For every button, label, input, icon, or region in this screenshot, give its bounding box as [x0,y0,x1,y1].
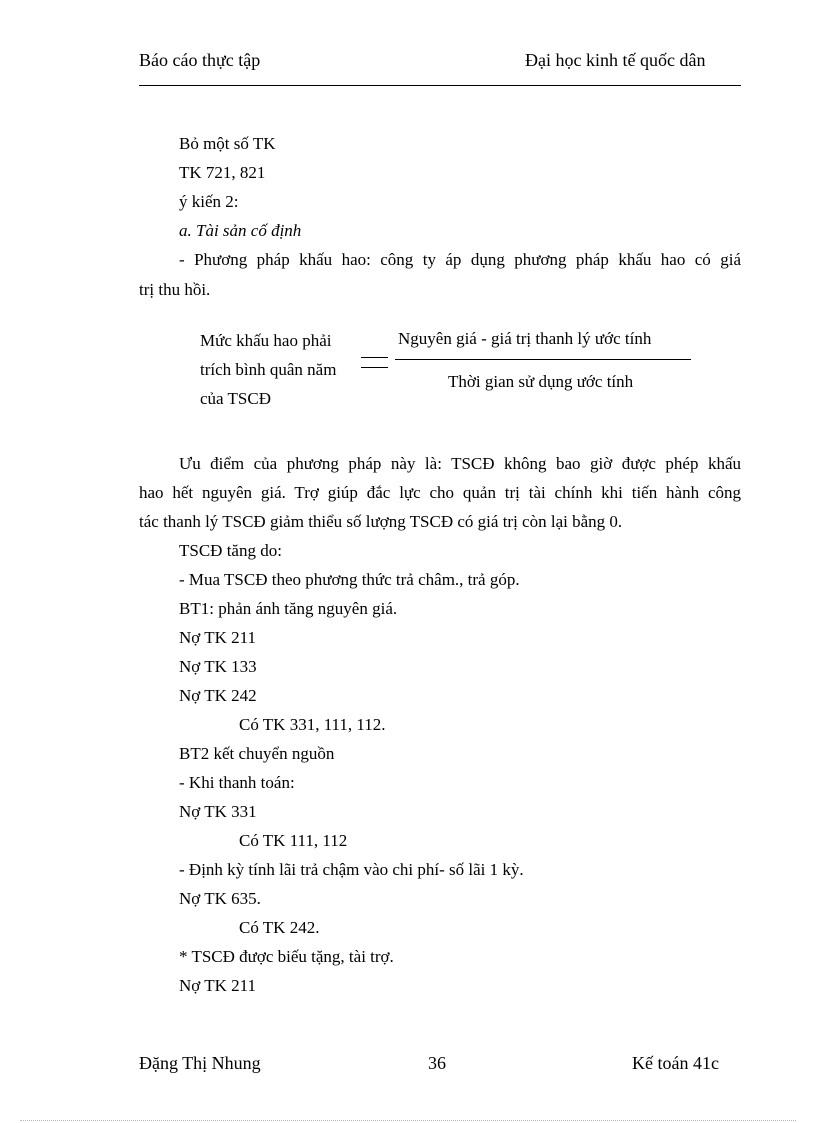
header-report-title: Báo cáo thực tập [139,50,261,70]
paragraph-line: trị thu hồi. [139,280,211,299]
debit-entry: Nợ TK 242 [179,686,257,705]
paragraph-line: tác thanh lý TSCĐ giảm thiểu số lượng TSCĐ có giá trị còn lại bằng 0. [139,512,623,531]
section-heading: a. Tài sản cố định [179,221,302,240]
body-line: * TSCĐ được biếu tặng, tài trợ. [179,947,394,966]
footer-author: Đặng Thị Nhung [139,1053,261,1073]
credit-entry: Có TK 111, 112 [239,831,348,850]
paragraph-line: hao hết nguyên giá. Trợ giúp đắc lực cho quản trị tài chính khi tiến hành công [139,483,741,502]
credit-entry: Có TK 331, 111, 112. [239,715,386,734]
body-line: - Mua TSCĐ theo phương thức trả châm., trả góp. [179,570,520,589]
fraction-bar [395,359,691,360]
body-line: TSCĐ tăng do: [179,541,282,560]
debit-entry: Nợ TK 211 [179,628,256,647]
body-line: TK 721, 821 [179,163,266,182]
body-line: ý kiến 2: [179,192,239,211]
footer-class: Kế toán 41c [632,1053,719,1073]
paragraph-line: Ưu điểm của phương pháp này là: TSCĐ không bao giờ được phép khấu [179,454,741,473]
formula-lhs-line: Mức khấu hao phải [200,331,332,350]
credit-entry: Có TK 242. [239,918,320,937]
body-line: BT1: phản ánh tăng nguyên giá. [179,599,398,618]
paragraph-line: - Phương pháp khấu hao: công ty áp dụng phương pháp khấu hao có giá [179,250,741,269]
body-line: - Định kỳ tính lãi trả chậm vào chi phí- số lãi 1 kỳ. [179,860,524,879]
header-university: Đại học kinh tế quốc dân [525,50,706,70]
debit-entry: Nợ TK 635. [179,889,261,908]
equals-sign-top [361,357,388,358]
body-line: BT2 kết chuyển nguồn [179,744,335,763]
page-number: 36 [428,1053,446,1073]
debit-entry: Nợ TK 211 [179,976,256,995]
formula-denominator: Thời gian sử dụng ước tính [448,372,634,391]
debit-entry: Nợ TK 133 [179,657,257,676]
formula-numerator: Nguyên giá - giá trị thanh lý ước tính [398,329,652,348]
formula-lhs-line: của TSCĐ [200,389,271,408]
body-line: - Khi thanh toán: [179,773,295,792]
bottom-dotted-border [20,1120,796,1121]
header-divider [139,85,741,86]
equals-sign-bottom [361,367,388,368]
body-line: Bỏ một số TK [179,134,276,153]
debit-entry: Nợ TK 331 [179,802,257,821]
formula-lhs-line: trích bình quân năm [200,360,337,379]
